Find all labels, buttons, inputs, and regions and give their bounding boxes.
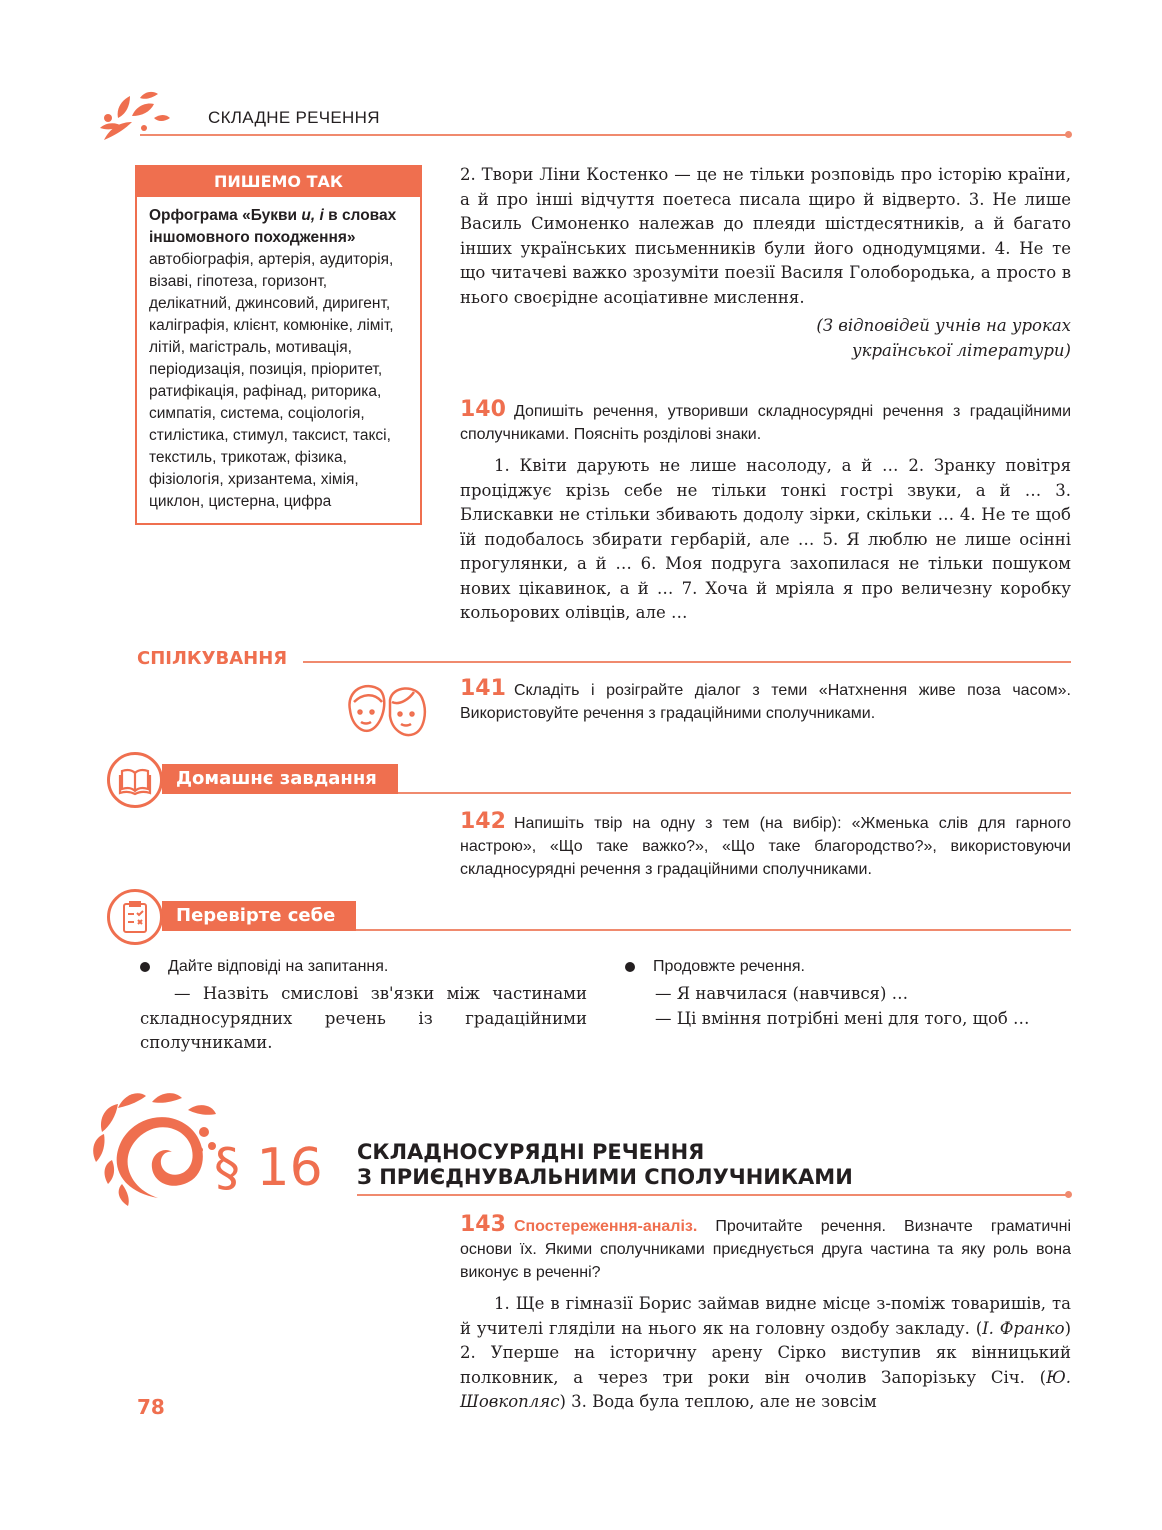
exercise-143-author-1: І. Франко — [982, 1318, 1065, 1338]
exercise-140-text: 1. Квіти дарують не лише насолоду, а й … 2. Зранку повітря проціджує крізь себе не тільки тонкі гострі звуки, а й … 3. Блискавки не стільки збивають додолу зірки, скільки … 4. Не те щоб їй подобалось збирати гербарій, але … 5. Я люблю не лише осінні прогулянки, а й … 6. Моя подруга захопилася не тільки пошуком нових цікавинок, а й … 7. Хоча й мріяла я про величезну коробку кольорових олівців, але … — [460, 456, 1071, 622]
exercise-143-text-part-1: 1. Ще в гімназії Борис займав видне місце з-поміж товаришів, та й учителі гляділи на нього як на головну оздобу закладу. ( — [460, 1294, 1071, 1338]
check-right-bullet-text: Продовжте речення. — [653, 958, 805, 975]
rule-title-main: Букви — [250, 207, 302, 224]
check-left-bullet-text: Дайте відповіді на запитання. — [168, 958, 389, 975]
exercise-143-text-part-2: ) 2. Уперше на історичну арену Сірко виступив як вінницький полковник, а через три роки він очолив Запорізьку Січ. ( — [460, 1318, 1071, 1387]
dialog-faces-icon — [344, 680, 428, 738]
source-line-2: української літератури) — [852, 340, 1071, 360]
exercise-143-text-part-3: ) 3. Вода була теплою, але не зовсім — [559, 1392, 877, 1411]
exercise-140-task-text: Допишіть речення, утворивши складносурядні речення з градаційними сполучниками. Поясніть розділові знаки. — [460, 403, 1071, 443]
homework-icon-circle — [107, 752, 163, 808]
check-left-text: — Назвіть смислові зв'язки між частинами складносурядних речень із градаційними сполучниками. — [140, 984, 587, 1052]
bullet-icon — [140, 962, 150, 972]
page-number: 78 — [137, 1395, 165, 1419]
section-number: § 16 — [214, 1138, 323, 1198]
check-right-bullet — [625, 955, 1071, 978]
check-icon-circle — [107, 889, 163, 945]
exercise-143-number: 143 — [460, 1212, 506, 1237]
homework-rule — [398, 792, 1071, 794]
exercise-141-task-text: Складіть і розіграйте діалог з теми «Натхнення живе поза часом». Використовуйте речення з градаційними сполучниками. — [460, 682, 1071, 722]
source-line-1: (З відповідей учнів на уроках — [816, 316, 1071, 335]
exercise-143-task-text: Прочитайте речення. Визначте граматичні основи їх. Якими сполучниками приєднується друга частина та яку роль вона виконує в реченні? — [460, 1218, 1072, 1281]
header-rule-dot — [1065, 131, 1072, 138]
exercise-143-text — [460, 1292, 1071, 1415]
rule-title-letters: и, і — [301, 207, 324, 224]
check-right-line-1: — Я навчилася (навчився) … — [655, 984, 909, 1003]
section-title-line-1: СКЛАДНОСУРЯДНІ РЕЧЕННЯ — [357, 1140, 705, 1164]
homework-heading: Домашнє завдання — [162, 764, 398, 794]
exercise-140-number: 140 — [460, 397, 506, 422]
exercise-143-label: Спостереження-аналіз. — [513, 1218, 698, 1235]
check-yourself-heading: Перевірте себе — [162, 901, 356, 931]
section-rule — [357, 1194, 1068, 1196]
rule-title-rest: в словах іншомовного походження» — [149, 207, 397, 246]
open-book-icon — [110, 755, 160, 805]
section-rule-dot — [1065, 1191, 1072, 1198]
top-paragraph: 2. Твори Ліни Костенко — це не тільки розповідь про історію країни, а й про інші відчуття поетеса писала щиро й відверто. 3. Не лише Василь Симоненко належав до плеяди шістдесятників, а й багато інших українських письменників були його однодумцями. 4. Не те що читачеві важко зрозуміти поезії Василя Голобородька, а просто в нього своєрідне асоціативне мислення. — [460, 165, 1071, 307]
rule-box-words: автобіографія, артерія, аудиторія, візаві, гіпотеза, горизонт, делікатний, джинсовий, диригент, каліграфія, клієнт, комюніке, ліміт, літій, магістраль, мотивація, періодизація, позиція, пріоритет, ратифікація, рафінад, риторика, симпатія, система, соціологія, стилістика, стимул, таксист, таксі, текстиль, трикотаж, фізика, фізіологія, хризантема, хімія, циклон, цистерна, цифра — [149, 251, 394, 510]
checklist-icon — [110, 892, 160, 942]
section-title-line-2: З ПРИЄДНУВАЛЬНИМИ СПОЛУЧНИКАМИ — [357, 1165, 853, 1189]
running-header-title: СКЛАДНЕ РЕЧЕННЯ — [208, 108, 380, 127]
spelling-rule-box — [135, 165, 422, 525]
check-right-line-2: — Ці вміння потрібні мені для того, щоб … — [655, 1008, 1030, 1028]
exercise-140-task — [460, 398, 1071, 446]
communication-rule — [303, 661, 1071, 663]
exercise-143-author-2: Ю. Шовкопляс — [460, 1367, 1071, 1411]
communication-heading: СПІЛКУВАННЯ — [137, 648, 288, 669]
exercise-141-number: 141 — [460, 676, 506, 701]
header-rule — [140, 134, 1068, 136]
bullet-icon — [625, 962, 635, 972]
rule-title-prefix: Орфограма « — [149, 207, 251, 224]
exercise-142-number: 142 — [460, 809, 506, 834]
exercise-142-task-text: Напишіть твір на одну з тем (на вибір): «Жменька слів для гарного настрою», «Що таке важко?», «Що таке благородство?», використовуючи складносурядні речення з градаційними сполучниками. — [460, 815, 1071, 878]
rule-box-heading: ПИШЕМО ТАК — [137, 167, 420, 197]
check-yourself-rule — [356, 929, 1071, 931]
exercise-141-task — [460, 677, 1071, 725]
rule-box-title — [149, 205, 410, 249]
exercise-142-task — [460, 810, 1071, 881]
check-left-bullet — [140, 955, 587, 978]
exercise-143-task — [460, 1213, 1071, 1284]
